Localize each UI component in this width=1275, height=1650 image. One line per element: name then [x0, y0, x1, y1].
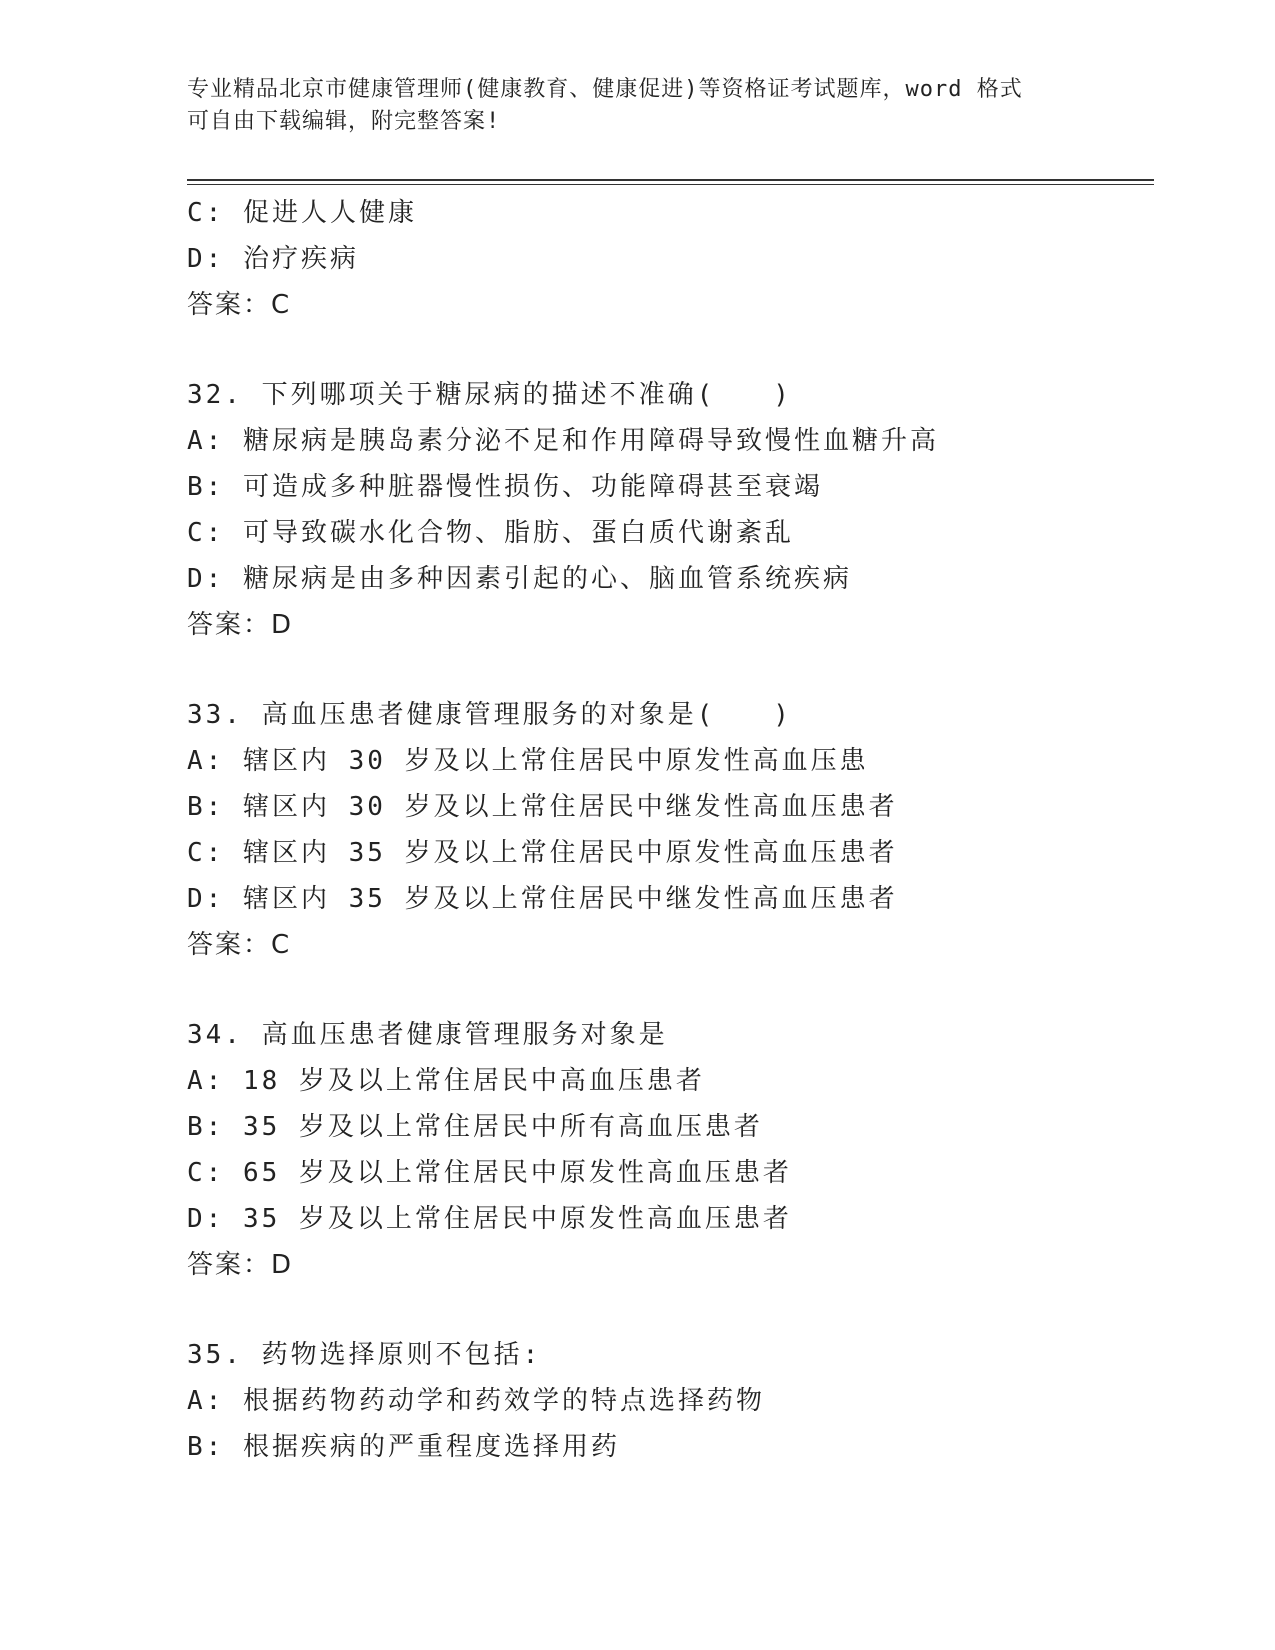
option-b: B: 辖区内 30 岁及以上常住居民中继发性高血压患者 [187, 792, 898, 822]
question-31-tail [187, 190, 1167, 328]
spacer [187, 648, 1167, 692]
option-b: B: 根据疾病的严重程度选择用药 [187, 1432, 620, 1462]
question-34 [187, 1012, 1167, 1288]
option-a: A: 辖区内 30 岁及以上常住居民中原发性高血压患 [187, 746, 869, 776]
question-35 [187, 1332, 1167, 1470]
answer-line: 答案：D [187, 610, 294, 640]
question-33 [187, 692, 1167, 968]
header-line-1: 专业精品北京市健康管理师(健康教育、健康促进)等资格证考试题库，word 格式 [187, 77, 1023, 102]
question-list [187, 190, 1167, 1470]
option-a: A: 糖尿病是胰岛素分泌不足和作用障碍导致慢性血糖升高 [187, 426, 939, 456]
option-c: C: 65 岁及以上常住居民中原发性高血压患者 [187, 1158, 792, 1188]
option-a: A: 根据药物药动学和药效学的特点选择药物 [187, 1386, 765, 1416]
answer-line: 答案：D [187, 1250, 294, 1280]
document-header [187, 74, 1087, 138]
option-a: A: 18 岁及以上常住居民中高血压患者 [187, 1066, 705, 1096]
spacer [187, 1288, 1167, 1332]
question-stem: 35. 药物选择原则不包括: [187, 1340, 542, 1370]
question-stem: 32. 下列哪项关于糖尿病的描述不准确( ) [187, 380, 792, 410]
spacer [187, 328, 1167, 372]
question-stem: 33. 高血压患者健康管理服务的对象是( ) [187, 700, 792, 730]
option-c: C: 促进人人健康 [187, 198, 417, 228]
spacer [187, 968, 1167, 1012]
answer-line: 答案：C [187, 290, 292, 320]
option-b: B: 35 岁及以上常住居民中所有高血压患者 [187, 1112, 763, 1142]
header-divider-thin [187, 184, 1154, 185]
option-d: D: 糖尿病是由多种因素引起的心、脑血管系统疾病 [187, 564, 852, 594]
option-c: C: 辖区内 35 岁及以上常住居民中原发性高血压患者 [187, 838, 898, 868]
option-d: D: 辖区内 35 岁及以上常住居民中继发性高血压患者 [187, 884, 898, 914]
header-line-2: 可自由下载编辑，附完整答案! [187, 109, 501, 134]
answer-line: 答案：C [187, 930, 292, 960]
question-32 [187, 372, 1167, 648]
option-b: B: 可造成多种脏器慢性损伤、功能障碍甚至衰竭 [187, 472, 823, 502]
option-d: D: 35 岁及以上常住居民中原发性高血压患者 [187, 1204, 792, 1234]
option-d: D: 治疗疾病 [187, 244, 359, 274]
question-stem: 34. 高血压患者健康管理服务对象是 [187, 1020, 668, 1050]
header-divider-thick [187, 179, 1154, 181]
option-c: C: 可导致碳水化合物、脂肪、蛋白质代谢紊乱 [187, 518, 794, 548]
